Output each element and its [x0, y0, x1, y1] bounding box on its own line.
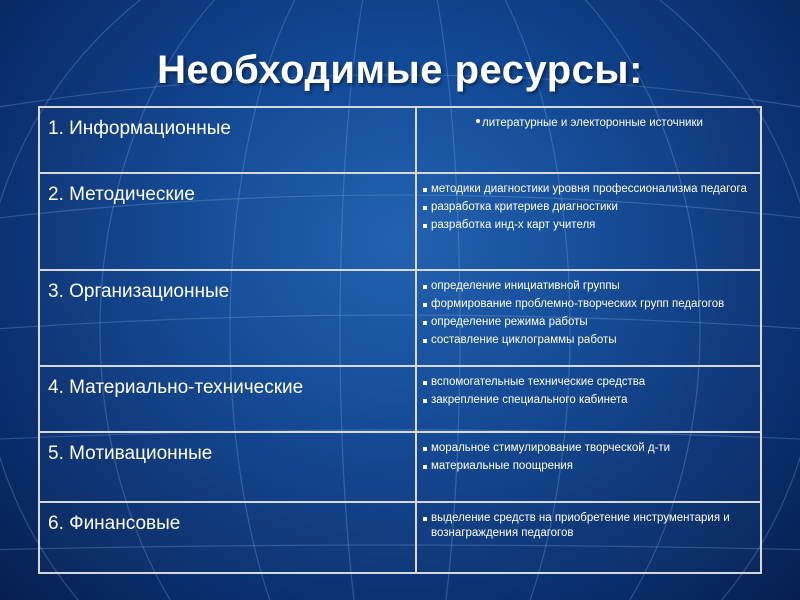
details-list	[423, 441, 756, 474]
list-item: разработка инд-х карт учителя	[423, 218, 756, 233]
table-row	[39, 502, 761, 573]
table-row	[39, 270, 761, 366]
list-item: вспомогательные технические средства	[423, 375, 756, 390]
list-item	[423, 116, 756, 131]
list-item: материальные поощрения	[423, 459, 756, 474]
category-cell: 5. Мотивационные	[39, 432, 416, 502]
list-item: моральное стимулирование творческой д-ти	[423, 441, 756, 456]
list-item: выделение средств на приобретение инструментария и вознаграждения педагогов	[423, 511, 756, 541]
list-item: разработка критериев диагностики	[423, 200, 756, 215]
table-row	[39, 107, 761, 173]
list-item: составление циклограммы работы	[423, 333, 756, 348]
page-title: Необходимые ресурсы:	[157, 48, 643, 92]
details-cell	[416, 270, 761, 366]
details-list	[423, 511, 756, 541]
category-cell: 6. Финансовые	[39, 502, 416, 573]
category-cell: 1. Информационные	[39, 107, 416, 173]
details-cell	[416, 107, 761, 173]
details-cell	[416, 366, 761, 432]
table-row	[39, 432, 761, 502]
details-list	[423, 116, 756, 131]
details-cell	[416, 173, 761, 270]
details-list	[423, 375, 756, 408]
list-item: формирование проблемно-творческих групп педагогов	[423, 297, 756, 312]
bullet-icon	[476, 119, 480, 123]
list-item: методики диагностики уровня профессионализма педагога	[423, 182, 756, 197]
details-list	[423, 182, 756, 233]
details-cell	[416, 502, 761, 573]
list-item: определение режима работы	[423, 315, 756, 330]
details-cell	[416, 432, 761, 502]
table-row	[39, 173, 761, 270]
resources-table	[38, 106, 762, 574]
table-row	[39, 366, 761, 432]
category-cell: 2. Методические	[39, 173, 416, 270]
list-item-text: литературные и электоронные источники	[482, 117, 703, 129]
category-cell: 4. Материально-технические	[39, 366, 416, 432]
details-list	[423, 279, 756, 348]
category-cell: 3. Организационные	[39, 270, 416, 366]
list-item: закрепление специального кабинета	[423, 393, 756, 408]
list-item: определение инициативной группы	[423, 279, 756, 294]
